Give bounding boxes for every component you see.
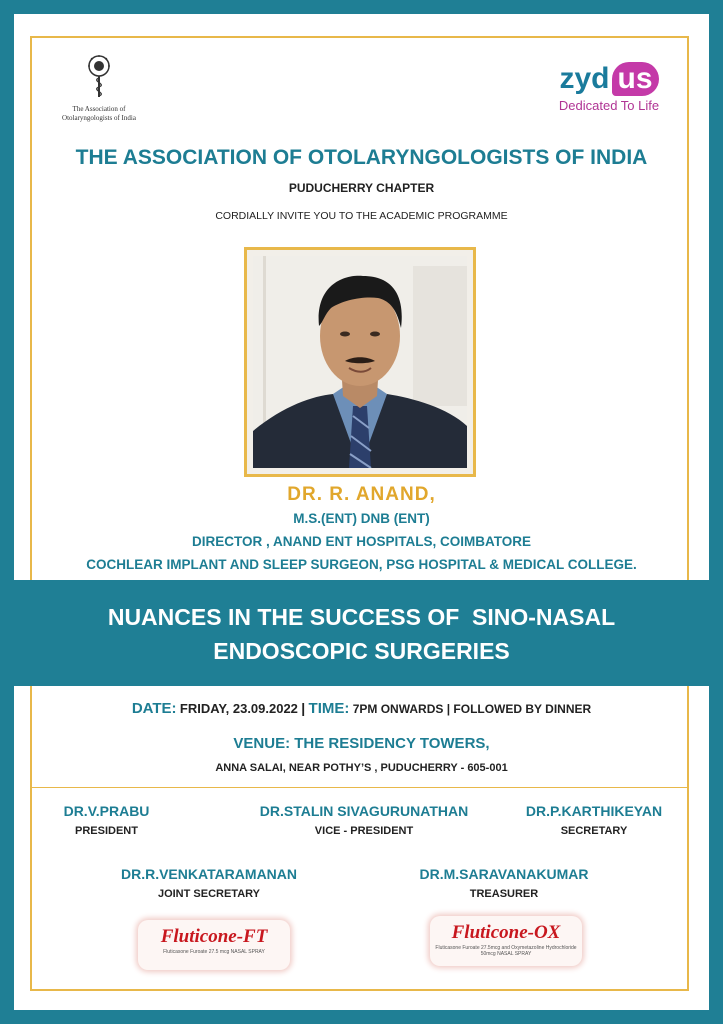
organization-title: THE ASSOCIATION OF OTOLARYNGOLOGISTS OF INDIA — [75, 146, 648, 169]
product-subtitle: Fluticasone Furoate 27.5mcg and Oxymetazoline Hydrochloride 50mcg NASAL SPRAY — [435, 945, 577, 957]
zydus-tagline: Dedicated To Life — [558, 98, 660, 113]
product-badge-fluticone-ox — [430, 916, 582, 966]
member-name: DR.R.VENKATARAMANAN — [120, 866, 298, 882]
speaker-position-2: COCHLEAR IMPLANT AND SLEEP SURGEON, PSG HOSPITAL & MEDICAL COLLEGE. — [86, 557, 637, 572]
committee-member — [89, 866, 329, 900]
committee-member — [219, 803, 509, 837]
member-name: DR.P.KARTHIKEYAN — [525, 803, 663, 819]
aoi-logo-line-2: Otolaryngologists of India — [62, 114, 136, 122]
aoi-logo — [54, 54, 144, 123]
product-badge-fluticone-ft — [138, 920, 290, 970]
aoi-logo-text — [54, 105, 144, 123]
invitation-text: CORDIALLY INVITE YOU TO THE ACADEMIC PROGRAMME — [215, 210, 508, 222]
speaker-photo — [253, 256, 467, 468]
divider — [32, 787, 687, 788]
committee-member — [34, 803, 179, 837]
member-role: SECRETARY — [560, 825, 628, 837]
speaker-qualification: M.S.(ENT) DNB (ENT) — [293, 511, 430, 526]
member-name: DR.STALIN SIVAGURUNATHAN — [259, 803, 469, 819]
speaker-name: DR. R. ANAND, — [287, 484, 436, 505]
product-subtitle: Fluticasone Furoate 27.5 mcg NASAL SPRAY — [163, 949, 265, 955]
member-name: DR.V.PRABU — [63, 803, 150, 819]
member-name: DR.M.SARAVANAKUMAR — [419, 866, 589, 882]
aoi-emblem-icon — [81, 54, 117, 98]
date-time-line — [14, 700, 709, 717]
zydus-logo — [539, 62, 679, 113]
zydus-wordmark-part-1: zyd — [559, 62, 610, 95]
product-name: Fluticone-FT — [160, 926, 268, 947]
topic-line-2: ENDOSCOPIC SURGERIES — [213, 638, 510, 664]
member-role: JOINT SECRETARY — [157, 888, 261, 900]
aoi-logo-line-1: The Association of — [72, 105, 126, 113]
topic-title — [14, 600, 709, 668]
zydus-wordmark-part-2: us — [612, 62, 659, 96]
committee-member — [504, 803, 684, 837]
member-role: TREASURER — [469, 888, 539, 900]
chapter-name: PUDUCHERRY CHAPTER — [288, 181, 435, 195]
committee-member — [384, 866, 624, 900]
speaker-position-1: DIRECTOR , ANAND ENT HOSPITALS, COIMBATORE — [191, 534, 531, 549]
date-value: FRIDAY, 23.09.2022 — [179, 701, 298, 716]
venue: VENUE: THE RESIDENCY TOWERS, — [233, 735, 490, 752]
venue-address: ANNA SALAI, NEAR POTHY’S , PUDUCHERRY - 605-001 — [215, 762, 508, 774]
product-name: Fluticone-OX — [451, 922, 561, 943]
speaker-portrait-icon — [253, 256, 467, 468]
time-label: TIME: — [308, 700, 350, 717]
time-value: 7PM ONWARDS | FOLLOWED BY DINNER — [352, 702, 592, 716]
date-label: DATE: — [131, 700, 177, 717]
invitation-poster — [14, 14, 709, 1010]
speaker-photo-frame — [244, 247, 476, 477]
member-role: VICE - PRESIDENT — [314, 825, 414, 837]
member-role: PRESIDENT — [75, 825, 138, 837]
topic-line-1: NUANCES IN THE SUCCESS OF SINO-NASAL — [107, 604, 616, 630]
zydus-wordmark — [559, 62, 658, 96]
date-time-separator: | — [301, 700, 306, 716]
